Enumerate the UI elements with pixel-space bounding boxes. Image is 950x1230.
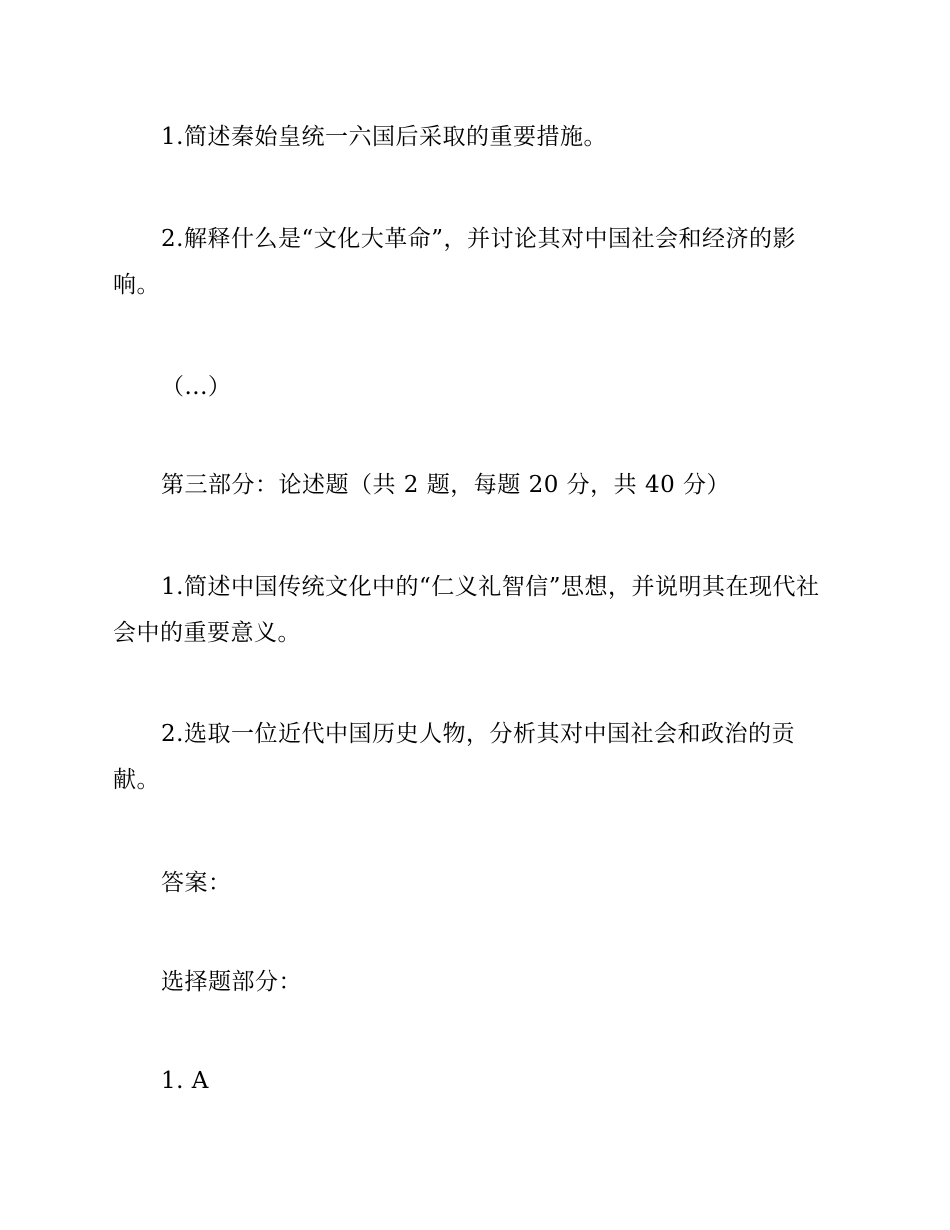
- answers-multiple-choice-heading: 选择题部分：: [161, 969, 302, 995]
- essay-question-1: 1.简述中国传统文化中的“仁义礼智信”思想，并说明其在现代社会中的重要意义。: [113, 574, 820, 646]
- answer-item-1: 1. A: [161, 1068, 209, 1094]
- ellipsis-note: （...）: [161, 374, 232, 400]
- answers-heading: 答案：: [161, 870, 232, 896]
- question-cultural-revolution: 2.解释什么是“文化大革命”，并讨论其对中国社会和经济的影响。: [113, 226, 796, 298]
- section-heading-essay: 第三部分：论述题（共 2 题，每题 20 分，共 40 分）: [161, 472, 731, 498]
- question-qin-shihuang: 1.简述秦始皇统一六国后采取的重要措施。: [161, 124, 607, 150]
- essay-question-2: 2.选取一位近代中国历史人物，分析其对中国社会和政治的贡献。: [113, 721, 795, 793]
